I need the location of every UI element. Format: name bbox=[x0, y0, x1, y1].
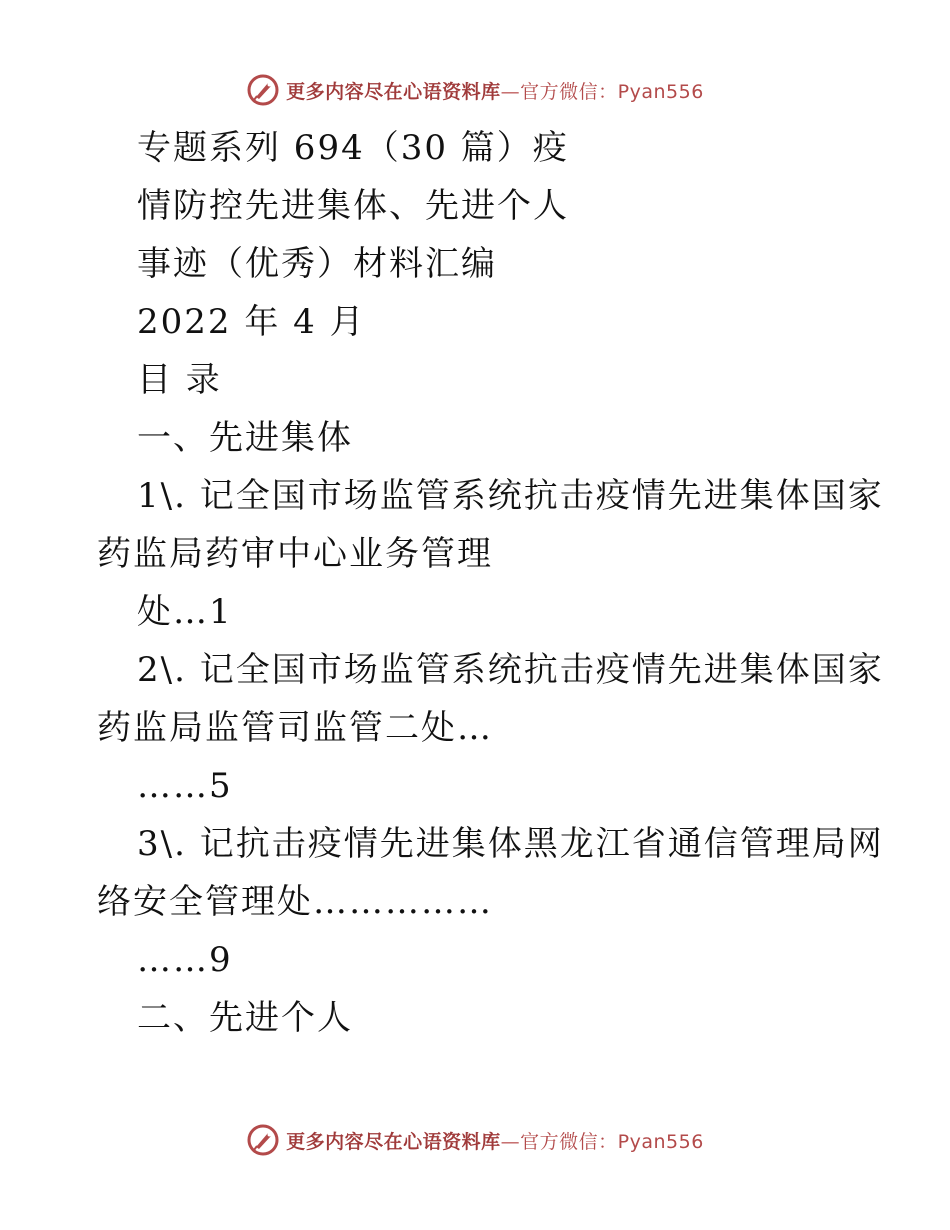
section-heading-collective: 一、先进集体 bbox=[137, 418, 353, 458]
toc-entry-3-line-2: 络安全管理处…………… bbox=[97, 882, 493, 922]
watermark-text: 更多内容尽在心语资料库—官方微信：Pyan556 bbox=[286, 1130, 704, 1153]
watermark-text: 更多内容尽在心语资料库—官方微信：Pyan556 bbox=[286, 80, 704, 103]
toc-entry-3-line-3: ……9 bbox=[137, 940, 233, 980]
toc-entry-3-line-1: 3\. 记抗击疫情先进集体黑龙江省通信管理局网 bbox=[137, 824, 884, 864]
toc-entry-1-line-3: 处…1 bbox=[137, 592, 233, 632]
title-line-1: 专题系列 694（30 篇）疫 bbox=[137, 128, 569, 168]
toc-entry-2-line-3: ……5 bbox=[137, 766, 233, 806]
toc-entry-1-line-2: 药监局药审中心业务管理 bbox=[97, 534, 493, 574]
section-heading-individual: 二、先进个人 bbox=[137, 998, 353, 1038]
watermark-footer bbox=[0, 1120, 950, 1160]
toc-entry-2-line-1: 2\. 记全国市场监管系统抗击疫情先进集体国家 bbox=[137, 650, 884, 690]
toc-heading: 目 录 bbox=[137, 360, 222, 400]
watermark-header bbox=[0, 70, 950, 110]
document-date: 2022 年 4 月 bbox=[137, 302, 366, 342]
title-line-3: 事迹（优秀）材料汇编 bbox=[137, 244, 497, 284]
pen-nib-icon bbox=[246, 73, 280, 107]
title-line-2: 情防控先进集体、先进个人 bbox=[137, 186, 569, 226]
pen-nib-icon bbox=[246, 1123, 280, 1157]
toc-entry-2-line-2: 药监局监管司监管二处… bbox=[97, 708, 493, 748]
toc-entry-1-line-1: 1\. 记全国市场监管系统抗击疫情先进集体国家 bbox=[137, 476, 884, 516]
